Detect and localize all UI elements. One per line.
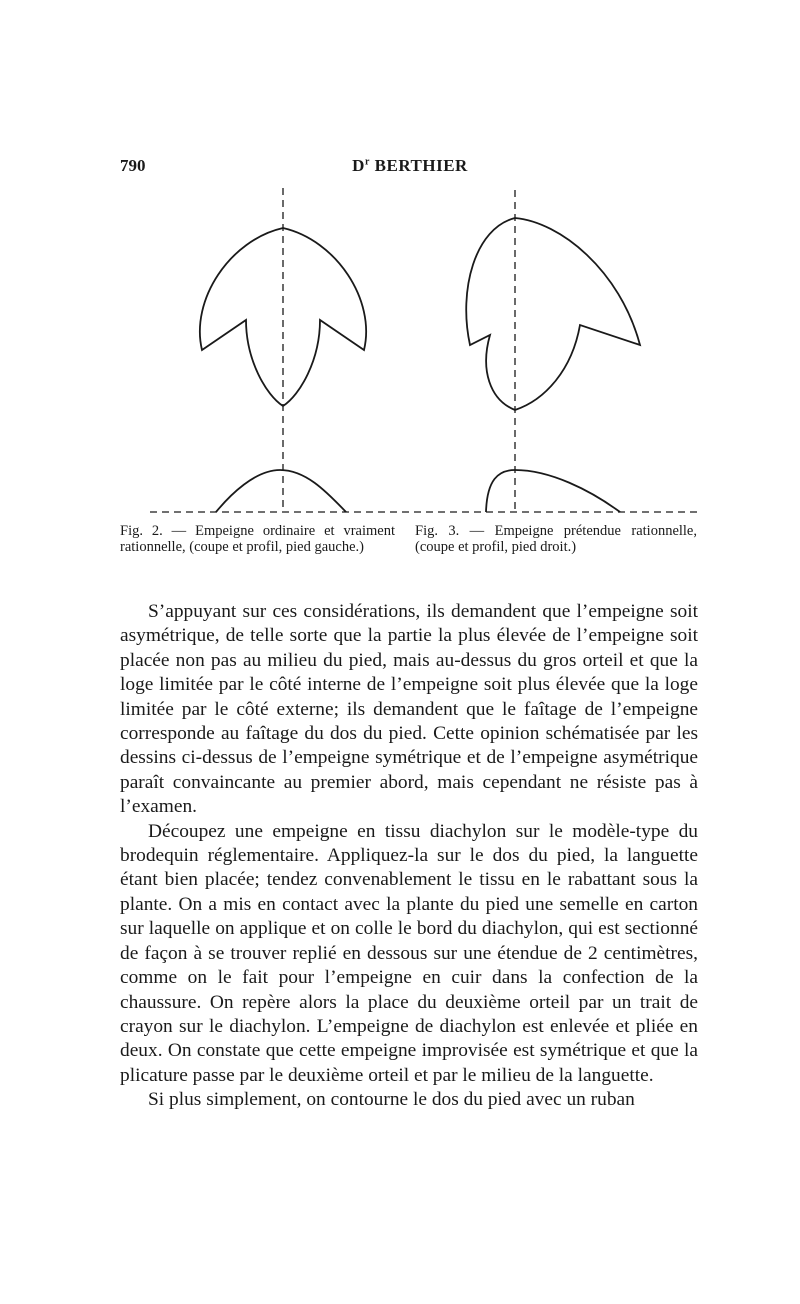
figure-3-drawing <box>466 190 640 512</box>
running-head-prefix: D <box>352 156 365 175</box>
figure-2-drawing <box>200 188 366 512</box>
figure-3-profile-curve <box>486 470 620 512</box>
paragraph-3: Si plus simplement, on contourne le dos du pied avec un ruban <box>148 1089 635 1111</box>
figure-2-profile-curve <box>216 470 346 512</box>
paragraph-1: S’appuyant sur ces considérations, ils demandent que l’empeigne soit asymétrique, de telle sorte que la partie la plus élevée de l’empeigne soit placée non pas au milieu du pied, mais au-dessus du gros orteil et que la loge limitée par le côté interne de l’empeigne soit plus élevée que la loge limitée par le côté externe; ils demandent que le faîtage de l’empeigne corresponde au faîtage du dos du pied. Cette opinion schématisée par les dessins ci-dessus de l’empeigne symétrique et de l’empeigne asymétrique paraît convaincante au premier abord, mais cependant ne résiste pas à l’examen. <box>120 601 698 818</box>
page-number: 790 <box>120 156 146 175</box>
running-head-name: BERTHIER <box>369 156 468 175</box>
running-head-sup: r <box>364 156 370 168</box>
body-text <box>120 600 698 1113</box>
figure-3-caption: Fig. 3. — Empeigne prétendue rationnelle, (coupe et profil, pied droit.) <box>415 523 697 555</box>
figure-2-caption: Fig. 2. — Empeigne ordinaire et vraiment rationnelle, (coupe et profil, pied gauche.) <box>120 523 395 555</box>
paragraph-2: Découpez une empeigne en tissu diachylon sur le modèle-type du brodequin réglementaire. Appliquez-la sur le dos du pied, la languette étant bien placée; tendez convenablement le tissu en le rabattant sous la plante. On a mis en contact avec la plante du pied une semelle en carton sur laquelle on applique et on colle le bord du diachylon, qui est sectionné de façon à se trouver replié en dessous sur une étendue de 2 centimètres, comme on le fait pour l’empeigne en cuir dans la confection de la chaussure. On repère alors la place du deuxième orteil par un trait de crayon sur le diachylon. L’empeigne de diachylon est enlevée et pliée en deux. On constate que cette empeigne improvisée est symétrique et que la plicature passe par le deuxième orteil et par le milieu de la languette. <box>120 820 698 1086</box>
figure-3-upper-shape <box>466 218 640 410</box>
figures-illustration <box>0 0 800 600</box>
